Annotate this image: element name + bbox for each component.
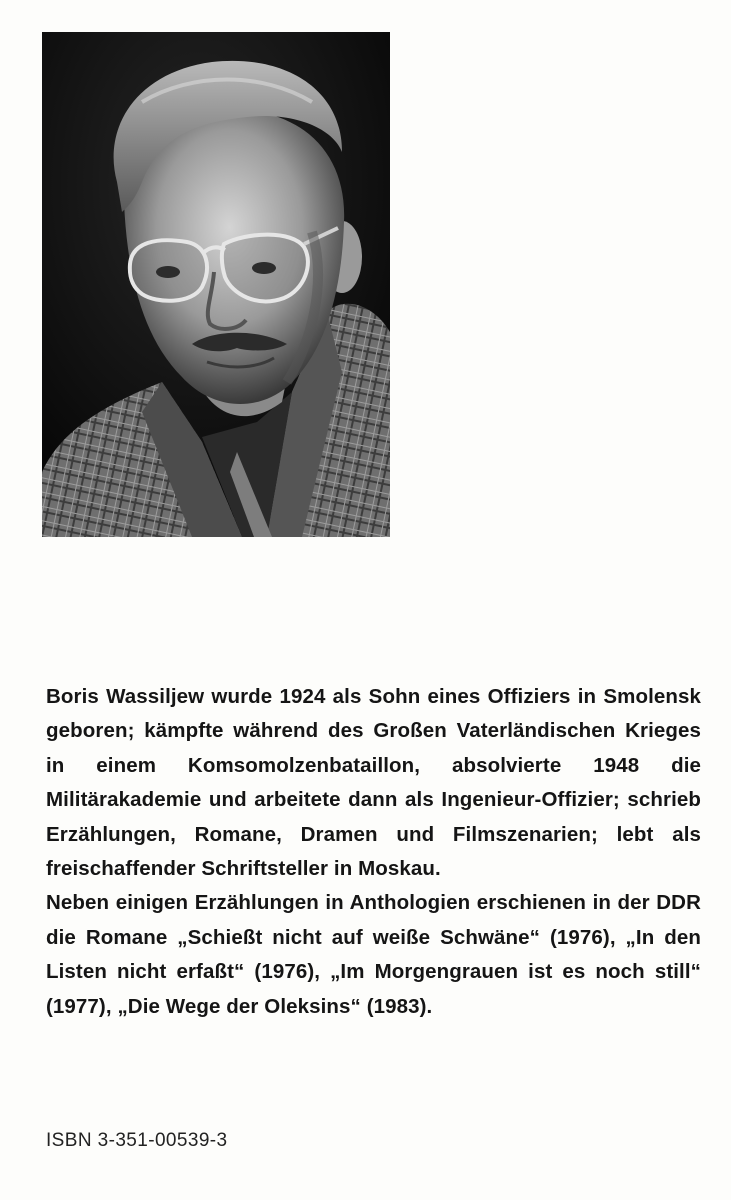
biography-paragraph-2: Neben einigen Erzählungen in Anthologien erschienen in der DDR die Romane „Schießt nicht auf weiße Schwäne“ (1976), „In den Listen nicht erfaßt“ (1976), „Im Morgengrauen ist es noch still“ (1977), „Die Wege der Oleksins“ (1983).	[46, 891, 701, 1018]
author-biography	[46, 680, 701, 1024]
portrait-illustration	[42, 32, 390, 537]
author-portrait-photo	[42, 32, 390, 537]
biography-paragraph-1: Boris Wassiljew wurde 1924 als Sohn eines Offiziers in Smolensk geboren; kämpfte während des Großen Vaterländischen Krieges in einem Komsomolzenbataillon, absolvierte 1948 die Militärakademie und arbeitete dann als Ingenieur-Offizier; schrieb Erzählungen, Romane, Dramen und Filmszenarien; lebt als freischaffender Schriftsteller in Moskau.	[46, 685, 701, 881]
isbn-number: ISBN 3-351-00539-3	[46, 1130, 228, 1151]
